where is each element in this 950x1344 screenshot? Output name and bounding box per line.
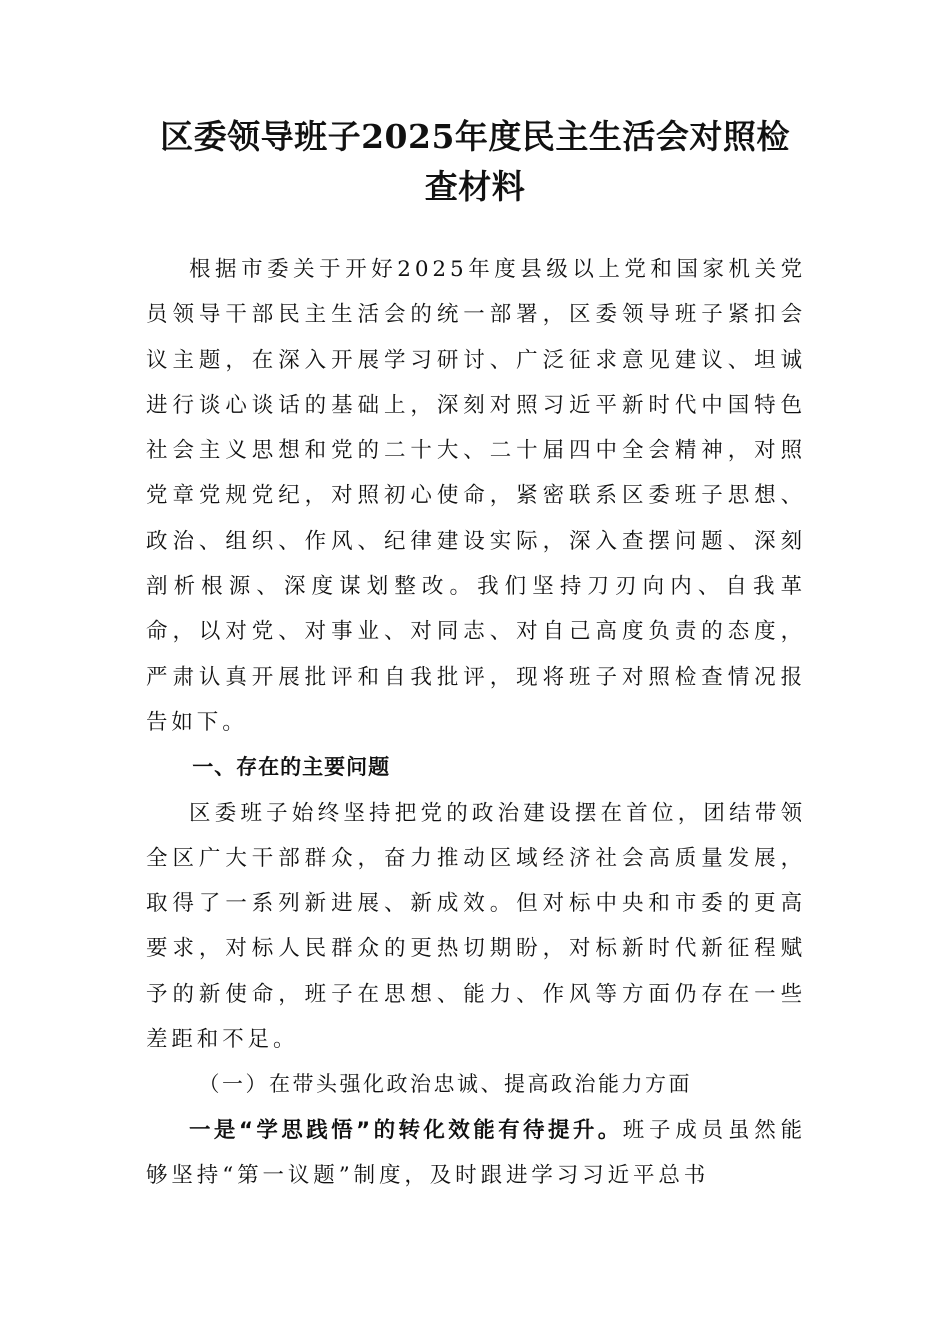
point-lead-1: 一是“学思践悟”的转化效能有待提升。 [189, 1117, 623, 1143]
point-text-1: 班子成员虽然能够坚持“第一议题”制度，及时跟进学习习近平总书 [146, 1117, 807, 1188]
intro-paragraph: 根据市委关于开好2025年度县级以上党和国家机关党员领导干部民主生活会的统一部署，区委领导班子紧扣会议主题，在深入开展学习研讨、广泛征求意见建议、坦诚进行谈心谈话的基础上，深刻对照习近平新时代中国特色社会主义思想和党的二十大、二十届四中全会精神，对照党章党规党纪，对照初心使命，紧密联系区委班子思想、政治、组织、作风、纪律建设实际，深入查摆问题、深刻剖析根源、深度谋划整改。我们坚持刀刃向内、自我革命，以对党、对事业、对同志、对自己高度负责的态度，严肃认真开展批评和自我批评，现将班子对照检查情况报告如下。 [146, 257, 806, 735]
section-paragraph-problems: 区委班子始终坚持把党的政治建设摆在首位，团结带领全区广大干部群众，奋力推动区域经济社会高质量发展，取得了一系列新进展、新成效。但对标中央和市委的更高要求，对标人民群众的更热切期盼，对标新时代新征程赋予的新使命，班子在思想、能力、作风等方面仍存在一些差距和不足。 [146, 800, 806, 1053]
document-body [146, 247, 806, 1198]
document-title [145, 112, 805, 212]
subsection-heading-political: （一）在带头强化政治忠诚、提高政治能力方面 [198, 1072, 692, 1097]
document-title-line-2: 查材料 [424, 167, 526, 206]
point-paragraph-1 [146, 1108, 806, 1199]
document-title-line-1: 区委领导班子2025年度民主生活会对照检 [160, 117, 790, 156]
section-heading-problems: 一、存在的主要问题 [192, 755, 391, 780]
